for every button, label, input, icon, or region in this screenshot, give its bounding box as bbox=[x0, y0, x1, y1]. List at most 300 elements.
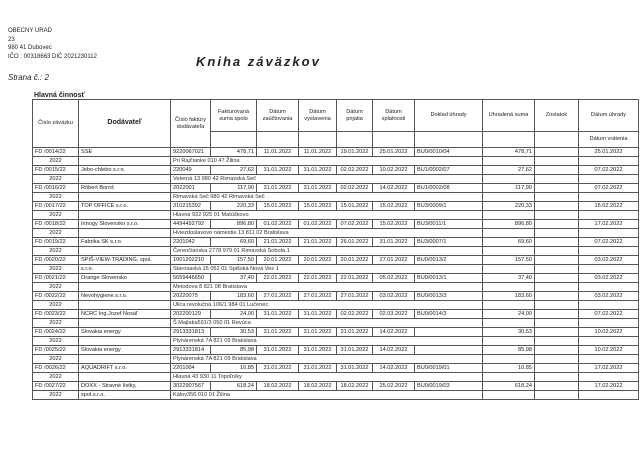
row-prijatie: 02.02.2022 bbox=[337, 184, 373, 193]
row-amount: 10,85 bbox=[211, 364, 257, 373]
row-address: Hviezdoslavovo námestie 13 811 02 Bratislava bbox=[171, 229, 483, 238]
row-doklad: BU1/0002/08 bbox=[415, 184, 483, 193]
row-empty bbox=[579, 157, 639, 166]
row-empty bbox=[579, 301, 639, 310]
row-supplier-line2 bbox=[79, 355, 171, 364]
row-empty bbox=[579, 211, 639, 220]
row-supplier: NCRC Ing.Jozef Nosáľ bbox=[79, 310, 171, 319]
row-amount: 69,60 bbox=[211, 238, 257, 247]
row-prijatie: 18.02.2022 bbox=[337, 382, 373, 391]
liabilities-table bbox=[32, 99, 639, 400]
table-row-address bbox=[33, 175, 639, 184]
row-supplier-line2: s.r.o. bbox=[79, 265, 171, 274]
row-supplier-line2 bbox=[79, 337, 171, 346]
row-uhrada: 03.02.2022 bbox=[579, 292, 639, 301]
row-prijatie: 02.02.2022 bbox=[337, 166, 373, 175]
row-vystavenie: 31.01.2022 bbox=[299, 184, 337, 193]
row-id: FD /0024/22 bbox=[33, 328, 79, 337]
row-amount: 85,98 bbox=[211, 346, 257, 355]
row-zostatok bbox=[535, 166, 579, 175]
row-amount: 24,00 bbox=[211, 310, 257, 319]
col-zauctovania: Dátum zaúčtovania bbox=[257, 100, 299, 132]
table-row bbox=[33, 148, 639, 157]
row-zostatok bbox=[535, 238, 579, 247]
row-empty bbox=[535, 391, 579, 400]
col-suma: Fakturovaná suma spolu bbox=[211, 100, 257, 132]
row-id: FD /0026/22 bbox=[33, 364, 79, 373]
table-row-address bbox=[33, 301, 639, 310]
row-doklad: BU0/0019/03 bbox=[415, 382, 483, 391]
row-empty bbox=[483, 373, 535, 382]
row-address: Metodova 8 821 08 Bratislava bbox=[171, 283, 483, 292]
row-id: FD /0027/22 bbox=[33, 382, 79, 391]
row-id: FD /0014/22 bbox=[33, 148, 79, 157]
row-zostatok bbox=[535, 328, 579, 337]
col-faktura: Číslo faktúry dodávateľa bbox=[171, 100, 211, 148]
table-row bbox=[33, 310, 639, 319]
row-splatnost: 15.02.2022 bbox=[373, 202, 415, 211]
row-year: 2022 bbox=[33, 391, 79, 400]
row-empty bbox=[483, 355, 535, 364]
table-row-address bbox=[33, 355, 639, 364]
row-vystavenie: 31.01.2022 bbox=[299, 328, 337, 337]
row-amount: 478,71 bbox=[211, 148, 257, 157]
row-doklad bbox=[415, 328, 483, 337]
row-invoice: 2913331813 bbox=[171, 328, 211, 337]
row-empty bbox=[483, 283, 535, 292]
row-paid: 117,90 bbox=[483, 184, 535, 193]
row-supplier: DOXX - Stravné lístky, bbox=[79, 382, 171, 391]
row-empty bbox=[535, 265, 579, 274]
row-empty bbox=[483, 301, 535, 310]
table-row-address bbox=[33, 337, 639, 346]
row-invoice: 20220075 bbox=[171, 292, 211, 301]
row-zauctovanie: 20.01.2022 bbox=[257, 256, 299, 265]
row-address: Čerenčianska 2778 979 01 Rimavská Sobota 1 bbox=[171, 247, 483, 256]
row-paid: 10,85 bbox=[483, 364, 535, 373]
row-splatnost: 10.02.2022 bbox=[373, 166, 415, 175]
row-supplier-line2: spol.s.r.o. bbox=[79, 391, 171, 400]
row-id: FD /0018/22 bbox=[33, 220, 79, 229]
row-empty bbox=[483, 319, 535, 328]
row-invoice: 4494492792 bbox=[171, 220, 211, 229]
row-address: Veterná 13 980 42 Rimavská Seč bbox=[171, 175, 483, 184]
row-supplier: Jebo-chlebo s.r.o. bbox=[79, 166, 171, 175]
row-prijatie: 31.01.2022 bbox=[337, 328, 373, 337]
table-row bbox=[33, 382, 639, 391]
table-row bbox=[33, 274, 639, 283]
row-prijatie: 07.02.2022 bbox=[337, 220, 373, 229]
row-empty bbox=[579, 175, 639, 184]
row-uhrada: 17.02.2022 bbox=[579, 364, 639, 373]
row-amount: 30,53 bbox=[211, 328, 257, 337]
row-splatnost: 27.01.2022 bbox=[373, 256, 415, 265]
row-supplier-line2 bbox=[79, 301, 171, 310]
row-address: Plynárenská 7A 821 09 Bratislava bbox=[171, 337, 483, 346]
row-zauctovanie: 27.01.2022 bbox=[257, 292, 299, 301]
row-vystavenie: 20.01.2022 bbox=[299, 256, 337, 265]
row-zauctovanie: 15.01.2022 bbox=[257, 202, 299, 211]
row-year: 2022 bbox=[33, 229, 79, 238]
row-year: 2022 bbox=[33, 247, 79, 256]
row-empty bbox=[483, 193, 535, 202]
row-empty bbox=[579, 193, 639, 202]
row-address: Plynárenská 7A 821 09 Bratislava bbox=[171, 355, 483, 364]
row-empty bbox=[535, 319, 579, 328]
row-supplier: SPIŠ-VIEW-TRADING, spol. bbox=[79, 256, 171, 265]
row-empty bbox=[579, 391, 639, 400]
row-zauctovanie: 01.02.2022 bbox=[257, 220, 299, 229]
row-paid: 220,33 bbox=[483, 202, 535, 211]
row-paid: 618,24 bbox=[483, 382, 535, 391]
row-zauctovanie: 21.01.2022 bbox=[257, 238, 299, 247]
row-splatnost: 03.02.2022 bbox=[373, 292, 415, 301]
row-year: 2022 bbox=[33, 265, 79, 274]
row-splatnost: 31.01.2022 bbox=[373, 238, 415, 247]
row-amount: 157,50 bbox=[211, 256, 257, 265]
row-paid: 37,40 bbox=[483, 274, 535, 283]
row-doklad: BU3/0009/1 bbox=[415, 202, 483, 211]
row-vystavenie: 11.01.2022 bbox=[299, 148, 337, 157]
row-zauctovanie: 31.01.2022 bbox=[257, 346, 299, 355]
col-zostatok: Zostatok bbox=[535, 100, 579, 132]
row-paid: 183,60 bbox=[483, 292, 535, 301]
row-invoice: 1001202210 bbox=[171, 256, 211, 265]
table-row-address bbox=[33, 319, 639, 328]
row-uhrada: 17.02.2022 bbox=[579, 220, 639, 229]
row-year: 2022 bbox=[33, 373, 79, 382]
row-uhrada: 10.02.2022 bbox=[579, 346, 639, 355]
col-cislo: Číslo záväzku bbox=[33, 100, 79, 148]
table-row bbox=[33, 256, 639, 265]
row-supplier-line2 bbox=[79, 319, 171, 328]
row-doklad: BU0/0013/1 bbox=[415, 274, 483, 283]
section-title: Hlavná činnosť bbox=[34, 92, 85, 99]
table-row-address bbox=[33, 211, 639, 220]
row-zostatok bbox=[535, 220, 579, 229]
row-zauctovanie: 31.01.2022 bbox=[257, 310, 299, 319]
row-uhrada: 07.02.2022 bbox=[579, 166, 639, 175]
table-row-address bbox=[33, 229, 639, 238]
row-prijatie: 26.01.2022 bbox=[337, 238, 373, 247]
row-invoice: 2201004 bbox=[171, 364, 211, 373]
row-invoice: 3022907567 bbox=[171, 382, 211, 391]
row-id: FD /0019/22 bbox=[33, 238, 79, 247]
row-empty bbox=[483, 337, 535, 346]
row-empty bbox=[579, 247, 639, 256]
org-ico: IČO : 00318663 DIČ 2021230112 bbox=[8, 53, 97, 60]
row-year: 2022 bbox=[33, 193, 79, 202]
table-row bbox=[33, 328, 639, 337]
row-invoice: 2022001 bbox=[171, 184, 211, 193]
row-amount: 27,62 bbox=[211, 166, 257, 175]
col-uhradena: Uhradená suma bbox=[483, 100, 535, 132]
row-paid: 30,53 bbox=[483, 328, 535, 337]
row-splatnost: 14.02.2022 bbox=[373, 328, 415, 337]
row-address: Kálov356 010 01 Žilina bbox=[171, 391, 483, 400]
row-zostatok bbox=[535, 274, 579, 283]
row-amount: 37,40 bbox=[211, 274, 257, 283]
row-paid: 157,50 bbox=[483, 256, 535, 265]
row-empty bbox=[579, 355, 639, 364]
row-empty bbox=[483, 157, 535, 166]
table-row-address bbox=[33, 265, 639, 274]
row-splatnost: 15.02.2022 bbox=[373, 220, 415, 229]
row-doklad: BU0/0010/04 bbox=[415, 148, 483, 157]
col-doklad: Doklad úhrady bbox=[415, 100, 483, 132]
row-doklad: BU0/0014/3 bbox=[415, 310, 483, 319]
row-uhrada: 07.02.2022 bbox=[579, 184, 639, 193]
row-empty bbox=[579, 229, 639, 238]
row-paid: 85,98 bbox=[483, 346, 535, 355]
row-vystavenie: 27.01.2022 bbox=[299, 292, 337, 301]
row-supplier: Slovakia energy bbox=[79, 346, 171, 355]
table-row bbox=[33, 220, 639, 229]
row-vystavenie: 31.01.2022 bbox=[299, 166, 337, 175]
row-zauctovanie: 22.01.2022 bbox=[257, 274, 299, 283]
row-address: Ulica revolučná 106/1 984 01 Lučenec bbox=[171, 301, 483, 310]
table-row-address bbox=[33, 247, 639, 256]
row-year: 2022 bbox=[33, 355, 79, 364]
row-supplier: Fabrika SK s.r.o. bbox=[79, 238, 171, 247]
row-invoice: 5659446650 bbox=[171, 274, 211, 283]
row-zostatok bbox=[535, 292, 579, 301]
row-address: Rimavská Seč 980 42 Rimavská Seč bbox=[171, 193, 483, 202]
row-invoice: 202200129 bbox=[171, 310, 211, 319]
row-zostatok bbox=[535, 256, 579, 265]
row-invoice: 220049 bbox=[171, 166, 211, 175]
row-splatnost: 02.03.2022 bbox=[373, 310, 415, 319]
row-empty bbox=[535, 337, 579, 346]
row-prijatie: 15.01.2022 bbox=[337, 202, 373, 211]
row-address: Pri Rajčianke 010 47 Žilina bbox=[171, 157, 483, 166]
row-empty bbox=[535, 211, 579, 220]
table-row bbox=[33, 292, 639, 301]
row-paid: 69,60 bbox=[483, 238, 535, 247]
row-supplier-line2 bbox=[79, 283, 171, 292]
table-row bbox=[33, 238, 639, 247]
row-supplier-line2 bbox=[79, 175, 171, 184]
row-id: FD /0025/22 bbox=[33, 346, 79, 355]
row-vystavenie: 18.02.2022 bbox=[299, 382, 337, 391]
row-address: Hlavná 43 930 11 Topoľníky bbox=[171, 373, 483, 382]
org-name: OBECNY URAD bbox=[8, 28, 52, 34]
row-prijatie: 19.01.2022 bbox=[337, 148, 373, 157]
table-row-address bbox=[33, 283, 639, 292]
row-zostatok bbox=[535, 364, 579, 373]
row-zostatok bbox=[535, 148, 579, 157]
row-zostatok bbox=[535, 184, 579, 193]
row-splatnost: 14.02.2022 bbox=[373, 184, 415, 193]
row-splatnost: 14.02.2022 bbox=[373, 364, 415, 373]
org-number: 23 bbox=[8, 36, 15, 43]
row-doklad: BU0/0013/3 bbox=[415, 292, 483, 301]
row-vystavenie: 31.01.2022 bbox=[299, 346, 337, 355]
row-supplier: AQUADRIFT s.r.o. bbox=[79, 364, 171, 373]
row-prijatie: 27.01.2022 bbox=[337, 292, 373, 301]
row-uhrada: 15.02.2022 bbox=[579, 202, 639, 211]
row-zauctovanie: 31.01.2022 bbox=[257, 184, 299, 193]
row-paid: 24,00 bbox=[483, 310, 535, 319]
table-row bbox=[33, 184, 639, 193]
row-prijatie: 02.02.2022 bbox=[337, 310, 373, 319]
row-doklad bbox=[415, 346, 483, 355]
org-city: 980 41 Dubovec bbox=[8, 45, 52, 51]
row-id: FD /0022/22 bbox=[33, 292, 79, 301]
row-paid: 478,71 bbox=[483, 148, 535, 157]
row-prijatie: 22.01.2022 bbox=[337, 274, 373, 283]
row-empty bbox=[579, 319, 639, 328]
row-amount: 183,60 bbox=[211, 292, 257, 301]
row-supplier-line2 bbox=[79, 157, 171, 166]
row-amount: 896,80 bbox=[211, 220, 257, 229]
row-empty bbox=[535, 193, 579, 202]
col-prijatia: Dátum prijatia bbox=[337, 100, 373, 132]
row-empty bbox=[579, 283, 639, 292]
org-header bbox=[8, 27, 97, 61]
row-invoice: 9220067021 bbox=[171, 148, 211, 157]
row-empty bbox=[535, 301, 579, 310]
row-doklad: BU0/0013/2 bbox=[415, 256, 483, 265]
table-row bbox=[33, 346, 639, 355]
col-dodavatel: Dodávateľ bbox=[79, 100, 171, 148]
row-uhrada: 07.02.2022 bbox=[579, 310, 639, 319]
row-splatnost: 25.02.2022 bbox=[373, 382, 415, 391]
row-vystavenie: 21.01.2022 bbox=[299, 238, 337, 247]
row-empty bbox=[535, 373, 579, 382]
row-uhrada: 03.02.2022 bbox=[579, 256, 639, 265]
row-doklad: BU1/0002/07 bbox=[415, 166, 483, 175]
row-amount: 117,90 bbox=[211, 184, 257, 193]
row-uhrada: 07.02.2022 bbox=[579, 238, 639, 247]
row-address: Hlavná 922 925 01 Matúškovo bbox=[171, 211, 483, 220]
row-doklad: BU3/0011/1 bbox=[415, 220, 483, 229]
row-empty bbox=[483, 391, 535, 400]
row-empty bbox=[579, 337, 639, 346]
row-id: FD /0016/22 bbox=[33, 184, 79, 193]
row-vystavenie: 31.01.2022 bbox=[299, 364, 337, 373]
row-splatnost: 25.01.2022 bbox=[373, 148, 415, 157]
row-supplier: Nevohygiene.s.r.o. bbox=[79, 292, 171, 301]
row-prijatie: 31.01.2022 bbox=[337, 346, 373, 355]
row-invoice: 2913331814 bbox=[171, 346, 211, 355]
row-year: 2022 bbox=[33, 211, 79, 220]
row-amount: 618,24 bbox=[211, 382, 257, 391]
row-zauctovanie: 31.01.2022 bbox=[257, 166, 299, 175]
row-paid: 27,62 bbox=[483, 166, 535, 175]
page-number: Strana č.: 2 bbox=[8, 73, 49, 82]
row-supplier: Slovakia energy bbox=[79, 328, 171, 337]
row-empty bbox=[483, 229, 535, 238]
row-year: 2022 bbox=[33, 301, 79, 310]
col-vystavenia: Dátum vystavenia bbox=[299, 100, 337, 132]
row-id: FD /0017/22 bbox=[33, 202, 79, 211]
row-id: FD /0021/22 bbox=[33, 274, 79, 283]
row-empty bbox=[535, 355, 579, 364]
row-empty bbox=[483, 211, 535, 220]
row-empty bbox=[535, 283, 579, 292]
row-supplier-line2 bbox=[79, 373, 171, 382]
row-prijatie: 20.01.2022 bbox=[337, 256, 373, 265]
row-empty bbox=[483, 247, 535, 256]
row-supplier-line2 bbox=[79, 193, 171, 202]
row-address: Š.Majlaka591/3 050 01 Revúca bbox=[171, 319, 483, 328]
table-row-address bbox=[33, 391, 639, 400]
row-zostatok bbox=[535, 202, 579, 211]
table-row-address bbox=[33, 157, 639, 166]
row-zauctovanie: 31.01.2022 bbox=[257, 364, 299, 373]
row-uhrada: 25.01.2022 bbox=[579, 148, 639, 157]
row-vystavenie: 01.02.2022 bbox=[299, 220, 337, 229]
row-empty bbox=[535, 175, 579, 184]
row-empty bbox=[579, 265, 639, 274]
table-row-address bbox=[33, 193, 639, 202]
row-supplier-line2 bbox=[79, 247, 171, 256]
row-uhrada: 17.02.2022 bbox=[579, 382, 639, 391]
col-uhrady: Dátum úhrady bbox=[579, 100, 639, 132]
row-supplier: Innogy Slovensko s.r.o. bbox=[79, 220, 171, 229]
row-splatnost: 05.02.2022 bbox=[373, 274, 415, 283]
row-doklad: BU3/0007/1 bbox=[415, 238, 483, 247]
row-supplier: Orange Slovensko bbox=[79, 274, 171, 283]
row-supplier: TOP OFFICE s.r.o. bbox=[79, 202, 171, 211]
row-id: FD /0023/22 bbox=[33, 310, 79, 319]
table-row bbox=[33, 166, 639, 175]
row-supplier-line2 bbox=[79, 229, 171, 238]
row-prijatie: 31.01.2022 bbox=[337, 364, 373, 373]
row-uhrada: 03.02.2022 bbox=[579, 274, 639, 283]
row-zauctovanie: 11.01.2022 bbox=[257, 148, 299, 157]
row-vystavenie: 22.01.2022 bbox=[299, 274, 337, 283]
col-vratenia: Dátum vrátenia bbox=[579, 132, 639, 148]
row-empty bbox=[535, 157, 579, 166]
row-supplier: Róbert Boroš bbox=[79, 184, 171, 193]
row-empty bbox=[579, 373, 639, 382]
row-amount: 220,33 bbox=[211, 202, 257, 211]
row-invoice: 2201042 bbox=[171, 238, 211, 247]
row-vystavenie: 15.01.2022 bbox=[299, 202, 337, 211]
row-year: 2022 bbox=[33, 175, 79, 184]
row-doklad: BU0/0019/01 bbox=[415, 364, 483, 373]
row-empty bbox=[535, 247, 579, 256]
table-row bbox=[33, 202, 639, 211]
row-address: Starosaská 15 052 01 Spišská Nová Ves 1 bbox=[171, 265, 483, 274]
col-splatnosti: Dátum splatnosti bbox=[373, 100, 415, 132]
row-splatnost: 14.02.2022 bbox=[373, 346, 415, 355]
row-id: FD /0015/22 bbox=[33, 166, 79, 175]
row-id: FD /0020/22 bbox=[33, 256, 79, 265]
row-empty bbox=[483, 265, 535, 274]
row-vystavenie: 31.01.2022 bbox=[299, 310, 337, 319]
row-year: 2022 bbox=[33, 319, 79, 328]
table-row bbox=[33, 364, 639, 373]
row-year: 2022 bbox=[33, 157, 79, 166]
row-empty bbox=[483, 175, 535, 184]
row-paid: 896,80 bbox=[483, 220, 535, 229]
row-invoice: 310215392 bbox=[171, 202, 211, 211]
document-title: Kniha záväzkov bbox=[196, 54, 321, 69]
row-uhrada: 10.02.2022 bbox=[579, 328, 639, 337]
row-zauctovanie: 31.01.2022 bbox=[257, 328, 299, 337]
row-year: 2022 bbox=[33, 337, 79, 346]
row-zostatok bbox=[535, 346, 579, 355]
row-supplier-line2 bbox=[79, 211, 171, 220]
row-zostatok bbox=[535, 310, 579, 319]
row-supplier: SSE bbox=[79, 148, 171, 157]
row-zauctovanie: 18.02.2022 bbox=[257, 382, 299, 391]
row-year: 2022 bbox=[33, 283, 79, 292]
row-zostatok bbox=[535, 382, 579, 391]
